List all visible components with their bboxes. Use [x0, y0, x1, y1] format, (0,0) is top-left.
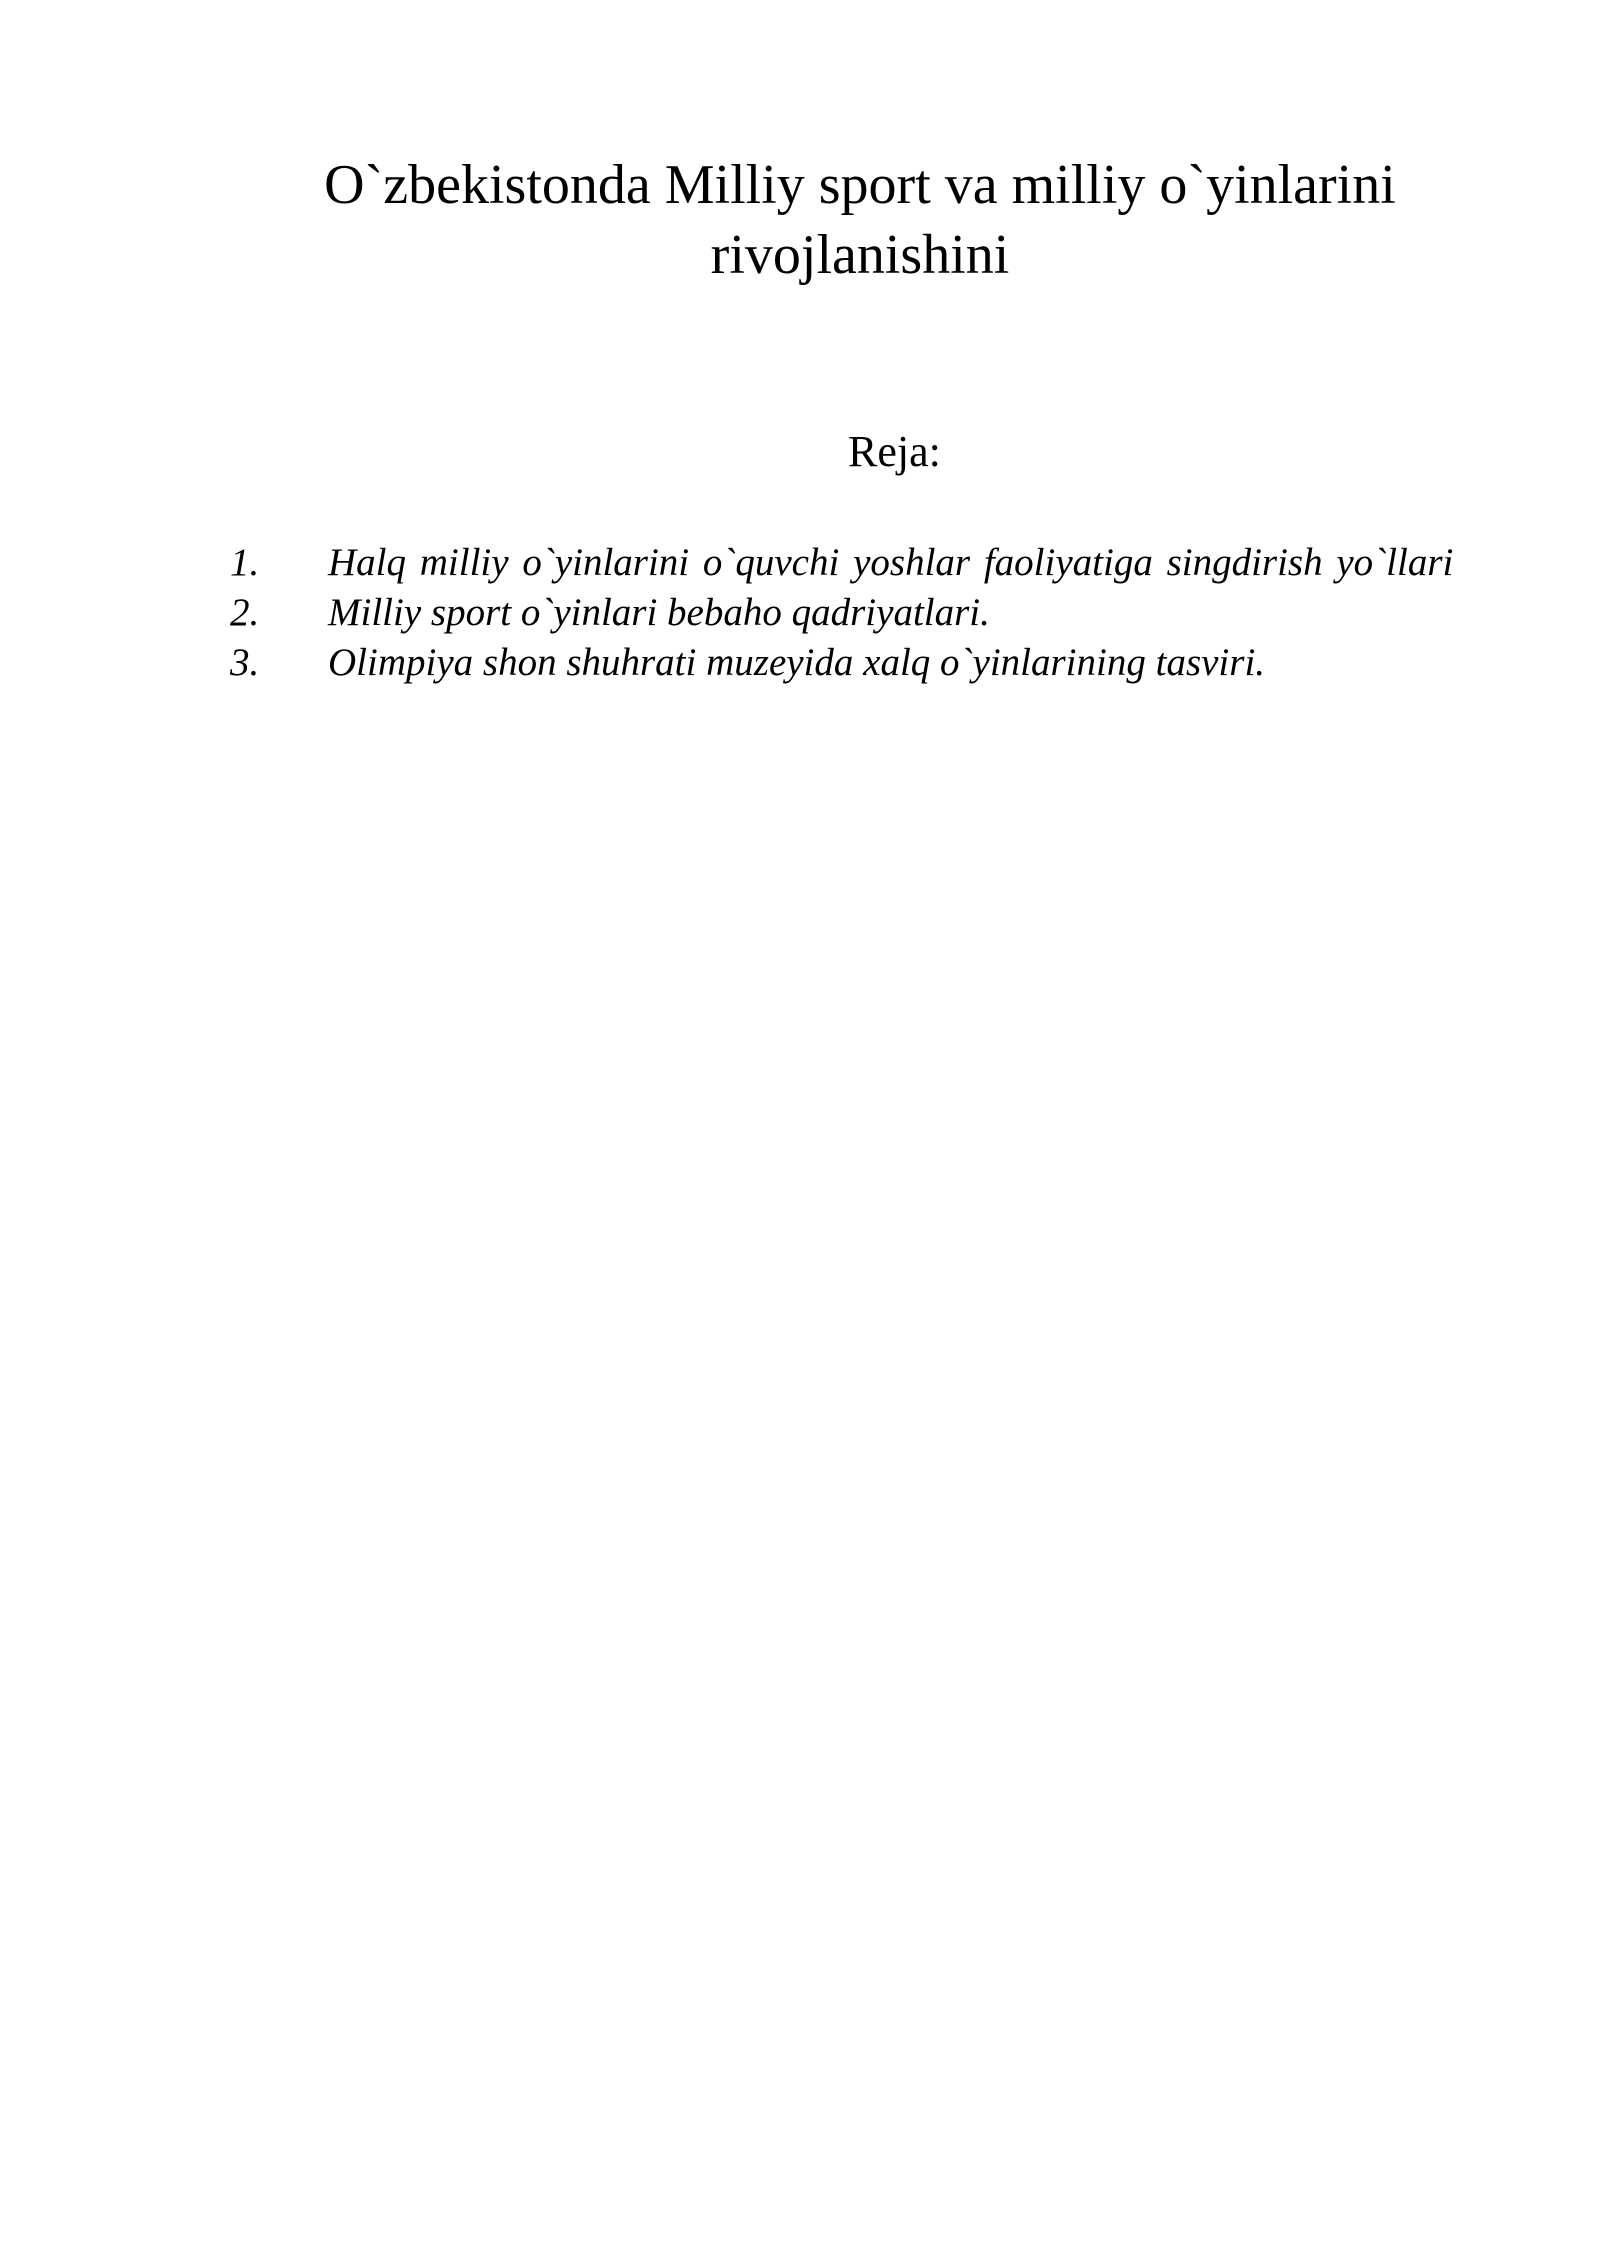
- plan-item-text: Olimpiya shon shuhrati muzeyida xalq o`yinlarining tasviri.: [328, 641, 1266, 684]
- document-title: [230, 150, 1490, 290]
- title-line-1: O`zbekistonda Milliy sport va milliy o`yinlarini: [324, 154, 1396, 216]
- plan-item-number: 1.: [230, 541, 260, 584]
- plan-item-3: [230, 638, 1460, 688]
- plan-item-1: [230, 538, 1460, 588]
- plan-heading: Reja:: [848, 427, 941, 476]
- plan-item-number: 2.: [230, 591, 260, 634]
- plan-item-number: 3.: [230, 641, 260, 684]
- plan-item-text: Halq milliy o`yinlarini o`quvchi yoshlar faoliyatiga singdirish yo`llari: [328, 541, 1454, 584]
- plan-item-text: Milliy sport o`yinlari bebaho qadriyatlari.: [328, 591, 990, 634]
- plan-item-2: [230, 588, 1460, 638]
- title-line-2: rivojlanishini: [710, 224, 1010, 286]
- plan-list: [230, 538, 1460, 688]
